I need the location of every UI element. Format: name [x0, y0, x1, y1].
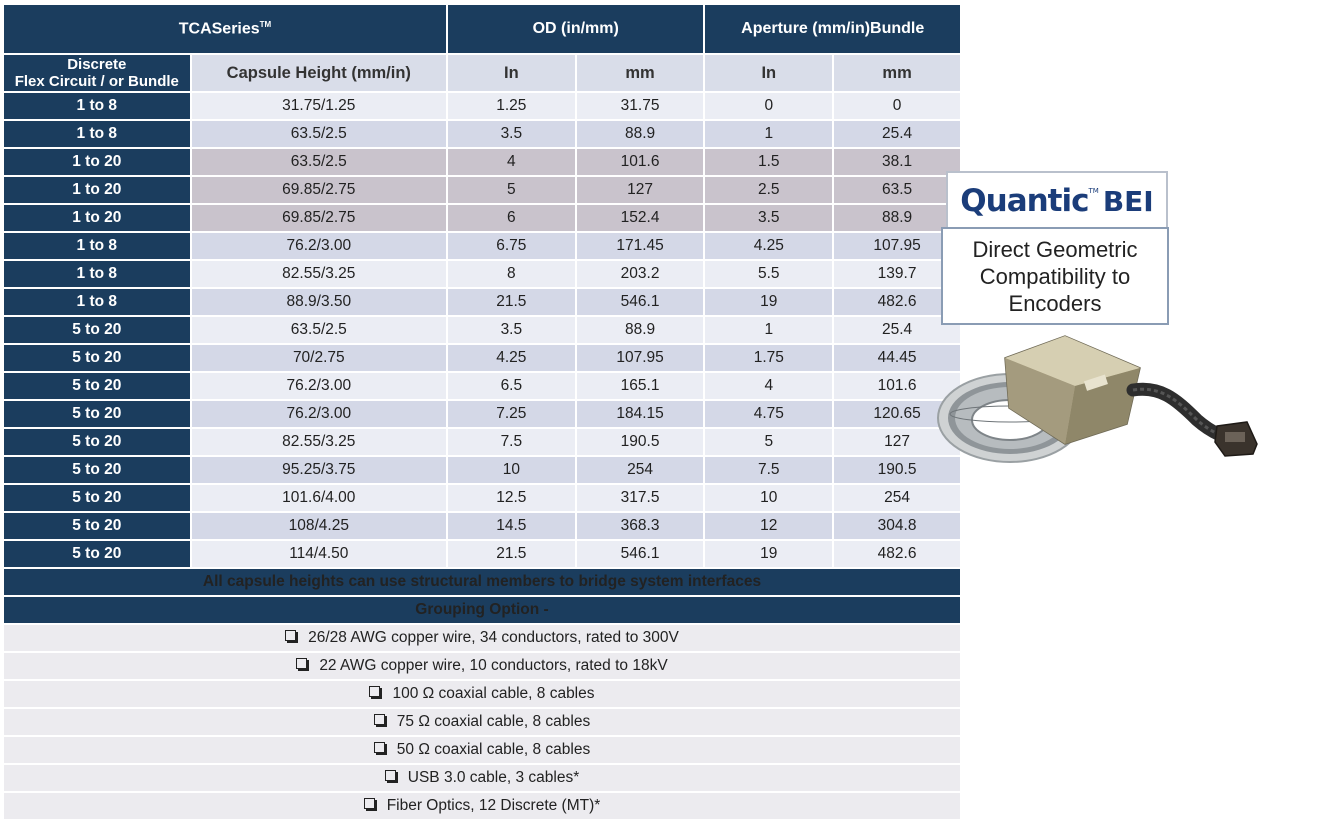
table-body: [4, 93, 960, 567]
grouping-option-cell: [4, 793, 960, 819]
capsule-height-cell: 76.2/3.00: [192, 373, 446, 399]
table-row: [4, 457, 960, 483]
od-in-cell: 14.5: [448, 513, 575, 539]
grouping-option: [4, 765, 960, 791]
discrete-flex-header: Discrete Flex Circuit / or Bundle: [4, 55, 190, 91]
od-mm-cell: 546.1: [577, 289, 704, 315]
capsule-height-cell: 82.55/3.25: [192, 261, 446, 287]
aperture-mm-cell: 101.6: [834, 373, 960, 399]
capsule-height-cell: 76.2/3.00: [192, 233, 446, 259]
aperture-mm-cell: 127: [834, 429, 960, 455]
encoder-product-image: [935, 328, 1265, 488]
aperture-header: Aperture (mm/in)Bundle: [705, 5, 960, 53]
grouping-option: [4, 737, 960, 763]
od-mm-cell: 190.5: [577, 429, 704, 455]
checkbox-bullet-icon: [369, 686, 380, 697]
od-in-cell: 10: [448, 457, 575, 483]
od-in-cell: 7.25: [448, 401, 575, 427]
aperture-mm-cell: 0: [834, 93, 960, 119]
od-in-cell: 3.5: [448, 121, 575, 147]
od-mm-cell: 88.9: [577, 317, 704, 343]
table-row: [4, 401, 960, 427]
od-in-header: In: [448, 55, 575, 91]
checkbox-bullet-icon: [374, 714, 385, 725]
aperture-in-cell: 7.5: [705, 457, 832, 483]
table-row: [4, 317, 960, 343]
capsule-height-cell: 114/4.50: [192, 541, 446, 567]
table-row: [4, 429, 960, 455]
aperture-in-cell: 2.5: [705, 177, 832, 203]
capsule-height-cell: 95.25/3.75: [192, 457, 446, 483]
capsule-height-cell: 82.55/3.25: [192, 429, 446, 455]
range-cell: 5 to 20: [4, 513, 190, 539]
grouping-option-label: 22 AWG copper wire, 10 conductors, rated to 18kV: [319, 657, 668, 674]
capsule-height-cell: 63.5/2.5: [192, 121, 446, 147]
od-mm-cell: 203.2: [577, 261, 704, 287]
range-cell: 1 to 8: [4, 93, 190, 119]
aperture-in-cell: 4: [705, 373, 832, 399]
capsule-height-cell: 69.85/2.75: [192, 177, 446, 203]
grouping-option: [4, 653, 960, 679]
brand-name: Quantic: [960, 183, 1089, 219]
capsule-height-cell: 31.75/1.25: [192, 93, 446, 119]
table-row: [4, 541, 960, 567]
range-cell: 5 to 20: [4, 373, 190, 399]
od-in-cell: 6.75: [448, 233, 575, 259]
capsule-height-cell: 108/4.25: [192, 513, 446, 539]
capsule-height-cell: 70/2.75: [192, 345, 446, 371]
grouping-option-cell: [4, 765, 960, 791]
range-cell: 1 to 8: [4, 289, 190, 315]
od-in-cell: 6: [448, 205, 575, 231]
grouping-option-cell: [4, 681, 960, 707]
checkbox-bullet-icon: [285, 630, 296, 641]
aperture-mm-cell: 190.5: [834, 457, 960, 483]
brand-tm: TM: [1088, 187, 1099, 195]
brand-suffix: BEI: [1102, 184, 1154, 218]
aperture-mm-cell: 107.95: [834, 233, 960, 259]
od-mm-cell: 317.5: [577, 485, 704, 511]
aperture-in-cell: 1: [705, 121, 832, 147]
range-cell: 5 to 20: [4, 401, 190, 427]
checkbox-bullet-icon: [364, 798, 375, 809]
capsule-height-header: Capsule Height (mm/in): [192, 55, 446, 91]
aperture-mm-cell: 25.4: [834, 317, 960, 343]
callout-line-1: Direct Geometric: [972, 236, 1138, 262]
od-mm-cell: 546.1: [577, 541, 704, 567]
capsule-height-cell: 63.5/2.5: [192, 149, 446, 175]
od-in-cell: 4: [448, 149, 575, 175]
aperture-in-cell: 10: [705, 485, 832, 511]
od-mm-cell: 101.6: [577, 149, 704, 175]
aperture-in-cell: 1.5: [705, 149, 832, 175]
od-mm-cell: 152.4: [577, 205, 704, 231]
table-row: [4, 513, 960, 539]
range-cell: 1 to 8: [4, 233, 190, 259]
aperture-mm-cell: 63.5: [834, 177, 960, 203]
table-row: [4, 261, 960, 287]
range-cell: 5 to 20: [4, 485, 190, 511]
quantic-bei-logo: [946, 171, 1168, 231]
aperture-in-cell: 19: [705, 541, 832, 567]
range-cell: 5 to 20: [4, 345, 190, 371]
od-in-cell: 7.5: [448, 429, 575, 455]
od-mm-cell: 31.75: [577, 93, 704, 119]
aperture-in-cell: 5: [705, 429, 832, 455]
capsule-height-cell: 69.85/2.75: [192, 205, 446, 231]
od-mm-cell: 107.95: [577, 345, 704, 371]
od-in-cell: 1.25: [448, 93, 575, 119]
table-row: [4, 121, 960, 147]
od-in-cell: 3.5: [448, 317, 575, 343]
od-in-cell: 21.5: [448, 541, 575, 567]
range-cell: 1 to 20: [4, 177, 190, 203]
od-mm-cell: 171.45: [577, 233, 704, 259]
od-mm-header: mm: [577, 55, 704, 91]
grouping-title: Grouping Option -: [4, 597, 960, 623]
aperture-in-cell: 5.5: [705, 261, 832, 287]
checkbox-bullet-icon: [374, 742, 385, 753]
od-header: OD (in/mm): [448, 5, 703, 53]
od-in-cell: 4.25: [448, 345, 575, 371]
table-row: [4, 485, 960, 511]
capsule-height-cell: 88.9/3.50: [192, 289, 446, 315]
range-cell: 5 to 20: [4, 429, 190, 455]
od-mm-cell: 127: [577, 177, 704, 203]
structural-note: All capsule heights can use structural members to bridge system interfaces: [4, 569, 960, 595]
range-cell: 1 to 8: [4, 261, 190, 287]
capsule-height-cell: 76.2/3.00: [192, 401, 446, 427]
range-cell: 5 to 20: [4, 317, 190, 343]
grouping-option-label: 26/28 AWG copper wire, 34 conductors, rated to 300V: [308, 629, 679, 646]
aperture-in-cell: 1: [705, 317, 832, 343]
table-row: [4, 373, 960, 399]
grouping-option: [4, 709, 960, 735]
grouping-option-cell: [4, 653, 960, 679]
table-row: [4, 177, 960, 203]
capsule-height-cell: 63.5/2.5: [192, 317, 446, 343]
range-cell: 5 to 20: [4, 541, 190, 567]
od-in-cell: 8: [448, 261, 575, 287]
aperture-in-cell: 4.75: [705, 401, 832, 427]
callout-line-3: Encoders: [1008, 290, 1102, 316]
table-row: [4, 233, 960, 259]
od-in-cell: 21.5: [448, 289, 575, 315]
aperture-mm-cell: 139.7: [834, 261, 960, 287]
od-mm-cell: 88.9: [577, 121, 704, 147]
aperture-mm-cell: 88.9: [834, 205, 960, 231]
grouping-option-label: 75 Ω coaxial cable, 8 cables: [396, 713, 591, 730]
grouping-option-label: Fiber Optics, 12 Discrete (MT)*: [386, 797, 601, 814]
aperture-in-cell: 1.75: [705, 345, 832, 371]
grouping-options-list: [4, 625, 960, 819]
grouping-option-cell: [4, 737, 960, 763]
aperture-mm-cell: 254: [834, 485, 960, 511]
tca-series-table: [2, 3, 962, 821]
callout-line-2: Compatibility to: [979, 263, 1131, 289]
grouping-option-label: 100 Ω coaxial cable, 8 cables: [392, 685, 595, 702]
aperture-mm-cell: 44.45: [834, 345, 960, 371]
aperture-in-cell: 0: [705, 93, 832, 119]
checkbox-bullet-icon: [296, 658, 307, 669]
aperture-mm-cell: 304.8: [834, 513, 960, 539]
od-mm-cell: 165.1: [577, 373, 704, 399]
grouping-option-cell: [4, 709, 960, 735]
aperture-mm-cell: 120.65: [834, 401, 960, 427]
aperture-in-header: In: [705, 55, 832, 91]
table-row: [4, 149, 960, 175]
aperture-mm-cell: 482.6: [834, 541, 960, 567]
grouping-option: [4, 681, 960, 707]
aperture-in-cell: 3.5: [705, 205, 832, 231]
range-cell: 1 to 20: [4, 149, 190, 175]
checkbox-bullet-icon: [385, 770, 396, 781]
series-header: TCASeries™: [4, 5, 446, 53]
aperture-in-cell: 12: [705, 513, 832, 539]
grouping-option-cell: [4, 625, 960, 651]
table-row: [4, 345, 960, 371]
od-in-cell: 12.5: [448, 485, 575, 511]
od-mm-cell: 184.15: [577, 401, 704, 427]
range-cell: 1 to 20: [4, 205, 190, 231]
grouping-option: [4, 625, 960, 651]
aperture-mm-cell: 482.6: [834, 289, 960, 315]
grouping-option-label: 50 Ω coaxial cable, 8 cables: [396, 741, 591, 758]
aperture-in-cell: 19: [705, 289, 832, 315]
od-mm-cell: 254: [577, 457, 704, 483]
range-cell: 5 to 20: [4, 457, 190, 483]
aperture-mm-cell: 38.1: [834, 149, 960, 175]
grouping-option-label: USB 3.0 cable, 3 cables*: [407, 769, 580, 786]
table-row: [4, 289, 960, 315]
table-row: [4, 205, 960, 231]
capsule-height-cell: 101.6/4.00: [192, 485, 446, 511]
compatibility-callout: [941, 227, 1169, 325]
od-in-cell: 6.5: [448, 373, 575, 399]
grouping-option: [4, 793, 960, 819]
aperture-mm-header: mm: [834, 55, 960, 91]
table-row: [4, 93, 960, 119]
aperture-in-cell: 4.25: [705, 233, 832, 259]
range-cell: 1 to 8: [4, 121, 190, 147]
aperture-mm-cell: 25.4: [834, 121, 960, 147]
od-mm-cell: 368.3: [577, 513, 704, 539]
od-in-cell: 5: [448, 177, 575, 203]
